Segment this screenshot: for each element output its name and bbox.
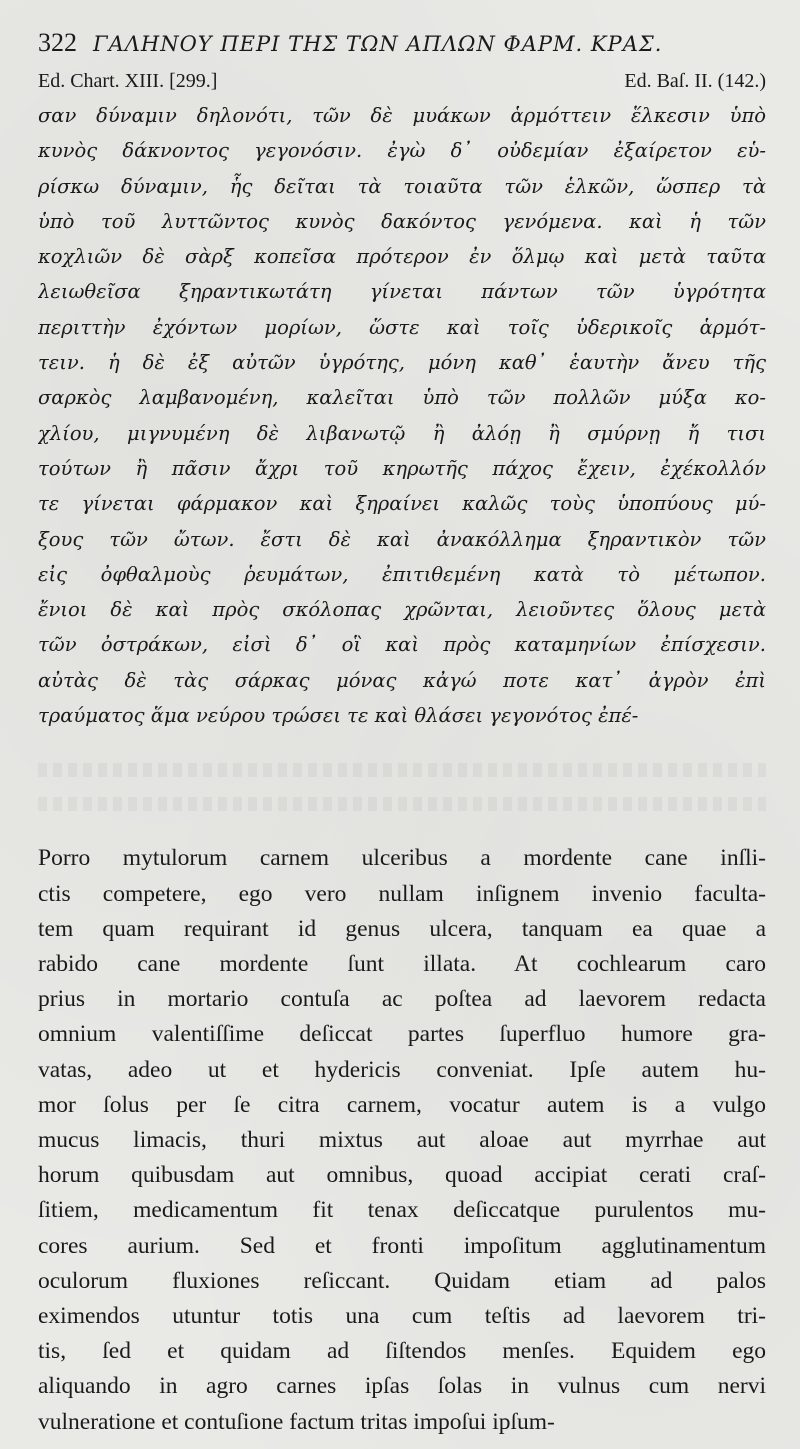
greek-text-line: κοχλιῶν δὲ σὰρξ κοπεῖσα πρότερον ἐν ὅλμῳ καὶ μετὰ ταῦτα (38, 245, 766, 269)
greek-text-line: αὐτὰς δὲ τὰς σάρκας μόνας κἀγώ ποτε κατ᾽ ἀγρὸν ἐπὶ (38, 668, 766, 692)
latin-text-line: omnium valentiſſime deſiccat partes ſuperfluo humore gra- (38, 1021, 766, 1048)
greek-text-line: ξους τῶν ὤτων. ἔστι δὲ καὶ ἀνακόλλημα ξηραντικὸν τῶν (38, 527, 766, 551)
latin-text-line: rabido cane mordente ſunt illata. At cochlearum caro (38, 950, 766, 977)
greek-text-line: σαρκὸς λαμβανομένη, καλεῖται ὑπὸ τῶν πολλῶν μύξα κο- (38, 386, 766, 410)
page-header (38, 28, 766, 68)
greek-text-line: λειωθεῖσα ξηραντικωτάτη γίνεται πάντων τῶν ὑγρότητα (38, 280, 766, 304)
latin-text-line: eximendos utuntur totis una cum teſtis ad laevorem tri- (38, 1302, 766, 1329)
edition-left: Ed. Chart. XIII. [299.] (38, 70, 218, 92)
greek-text-line: τραύματος ἅμα νεύρου τρώσει τε καὶ θλάσει γεγονότος ἐπέ- (38, 704, 639, 728)
latin-text-line: ctis competere, ego vero nullam inſignem invenio faculta- (38, 880, 766, 907)
greek-text-line: ὑπὸ τοῦ λυττῶντος κυνὸς δακόντος γενόμενα. καὶ ἡ τῶν (38, 209, 766, 233)
latin-text-line: tis, ſed et quidam ad ſiſtendos menſes. Equidem ego (38, 1338, 766, 1365)
greek-text-line: σαν δύναμιν δηλονότι, τῶν δὲ μυάκων ἁρμόττειν ἕλκεσιν ὑπὸ (38, 104, 766, 127)
latin-text-line: horum quibusdam aut omnibus, quoad accipiat cerati craſ- (38, 1162, 766, 1189)
running-title: ΓΑΛΗΝΟΥ ΠΕΡΙ ΤΗΣ ΤΩΝ ΑΠΛΩΝ ΦΑΡΜ. ΚΡΑΣ. (93, 32, 663, 56)
greek-text-line: περιττὴν ἐχόντων μορίων, ὥστε καὶ τοῖς ὑδερικοῖς ἁρμότ- (38, 315, 766, 339)
latin-text-line: mor ſolus per ſe citra carnem, vocatur autem is a vulgo (38, 1091, 766, 1118)
show-through-area (38, 733, 766, 841)
latin-text-line: prius in mortario contuſa ac poſtea ad laevorem redacta (38, 986, 766, 1013)
latin-text-line: ſitiem, medicamentum fit tenax deſiccatque purulentos mu- (38, 1197, 766, 1224)
greek-text-line: εἰς ὀφθαλμοὺς ῥευμάτων, ἐπιτιθεμένη κατὰ τὸ μέτωπον. (38, 562, 766, 586)
edition-references (38, 70, 766, 98)
latin-text-line: tem quam requirant id genus ulcera, tanquam ea quae a (38, 915, 766, 942)
edition-right: Ed. Baſ. II. (142.) (624, 70, 766, 92)
greek-text-line: τειν. ἡ δὲ ἐξ αὐτῶν ὑγρότης, μόνη καθ᾽ ἑαυτὴν ἄνευ τῆς (38, 351, 766, 375)
latin-text-line: vatas, adeo ut et hydericis conveniat. Ipſe autem hu- (38, 1056, 766, 1083)
greek-text-line: τῶν ὀστράκων, εἰσὶ δ᾽ οἳ καὶ πρὸς καταμηνίων ἐπίσχεσιν. (38, 633, 766, 657)
page-number: 322 (38, 28, 77, 57)
greek-text-line: τε γίνεται φάρμακον καὶ ξηραίνει καλῶς τοὺς ὑποπύους μύ- (38, 492, 766, 516)
show-through-line (38, 797, 766, 811)
greek-text-line: κυνὸς δάκνοντος γεγονόσιν. ἐγὼ δ᾽ οὐδεμίαν ἐξαίρετον εὑ- (38, 139, 766, 163)
greek-text-block (38, 98, 766, 733)
show-through-line (38, 763, 766, 777)
latin-text-line: aliquando in agro carnes ipſas ſolas in vulnus cum nervi (38, 1373, 766, 1400)
greek-text-line: ρίσκω δύναμιν, ἧς δεῖται τὰ τοιαῦτα τῶν ἑλκῶν, ὥσπερ τὰ (38, 174, 766, 198)
latin-text-line: mucus limacis, thuri mixtus aut aloae aut myrrhae aut (38, 1126, 766, 1153)
latin-text-line: vulneratione et contuſione factum tritas impoſui ipſum- (38, 1408, 555, 1435)
latin-text-line: oculorum fluxiones reſiccant. Quidam etiam ad palos (38, 1267, 766, 1294)
greek-text-line: χλίου, μιγνυμένη δὲ λιβανωτῷ ἢ ἀλόῃ ἢ σμύρνῃ ἤ τισι (38, 421, 766, 445)
greek-text-line: ἔνιοι δὲ καὶ πρὸς σκόλοπας χρῶνται, λειοῦντες ὅλους μετὰ (38, 598, 766, 622)
greek-text-line: τούτων ἢ πᾶσιν ἄχρι τοῦ κηρωτῆς πάχος ἔχειν, ἐχέκολλόν (38, 456, 766, 480)
latin-text-block (38, 841, 766, 1439)
latin-text-line: cores aurium. Sed et fronti impoſitum agglutinamentum (38, 1232, 766, 1259)
latin-text-line: Porro mytulorum carnem ulceribus a mordente cane inſli- (38, 845, 766, 872)
